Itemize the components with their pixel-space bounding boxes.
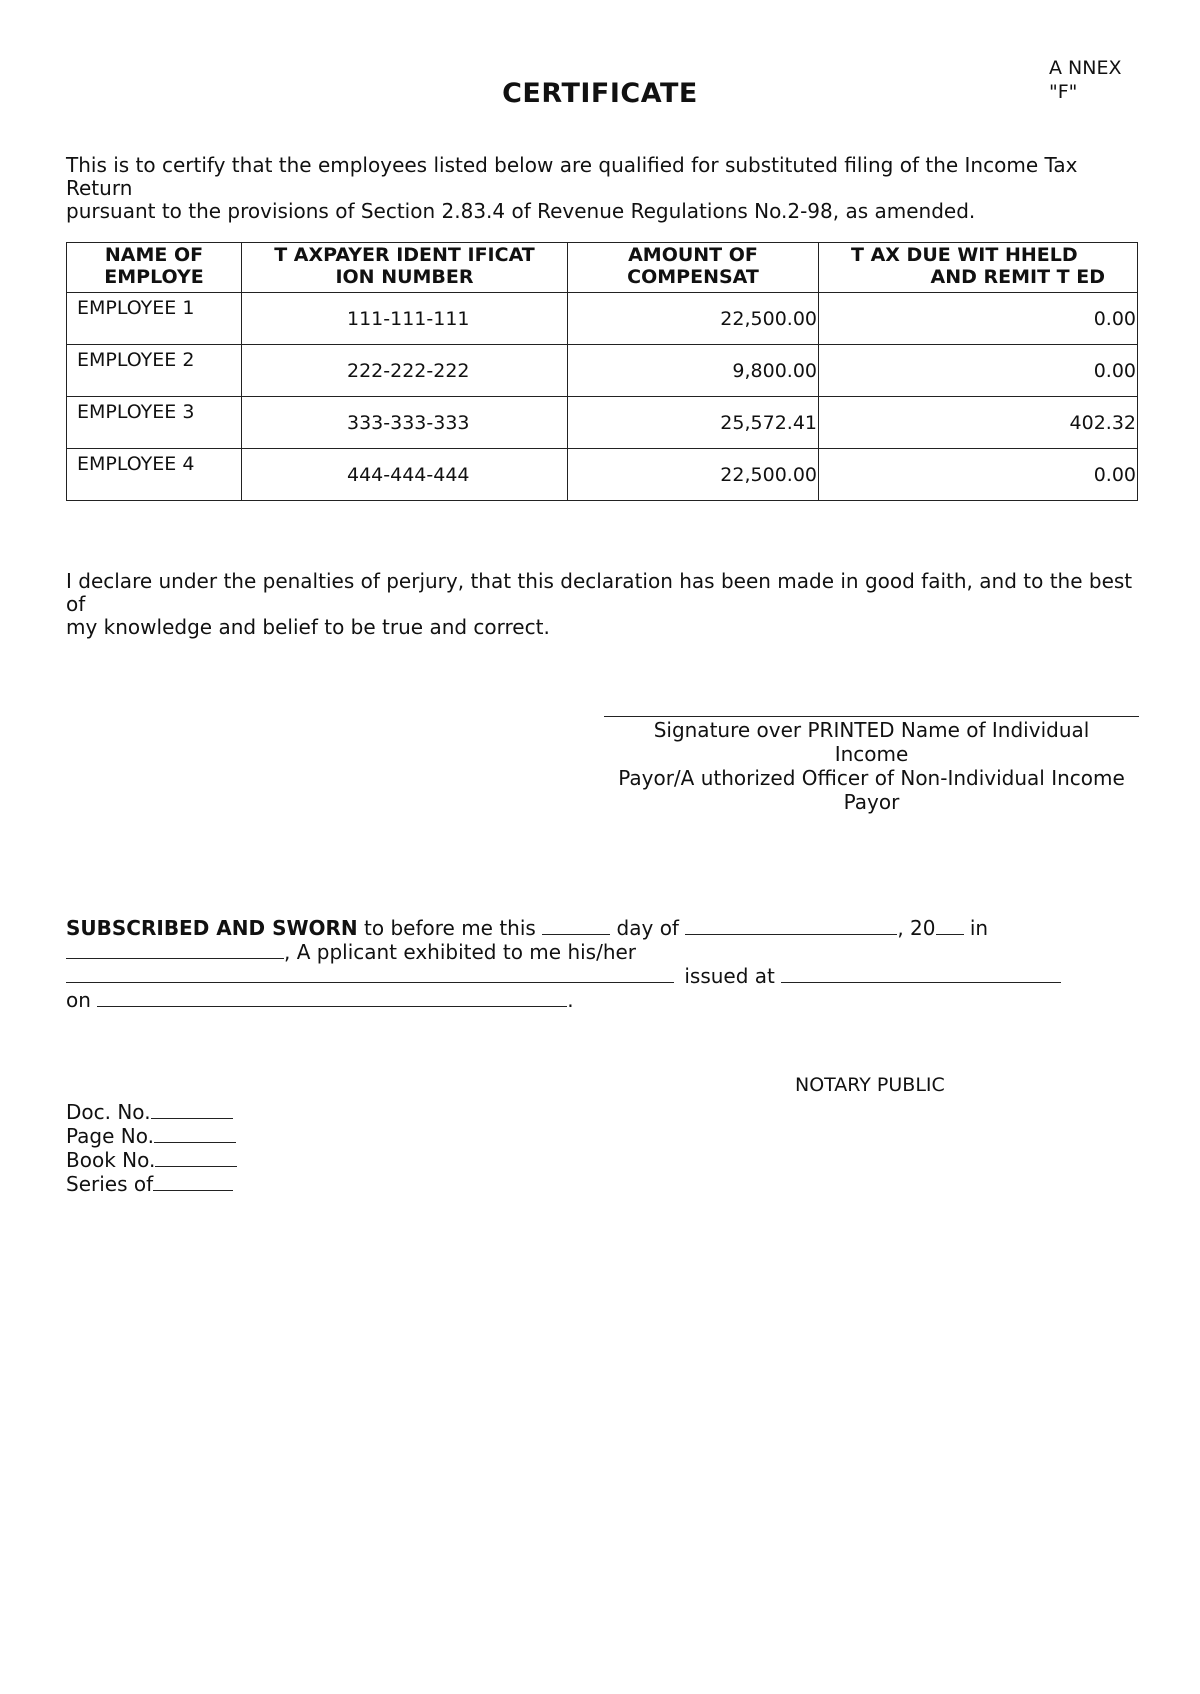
table-row [67, 397, 1138, 449]
employee-table [66, 242, 1138, 501]
header-name [67, 243, 242, 293]
page-no-label: Page No. [66, 1124, 154, 1148]
jurat-text-6: issued at [684, 964, 775, 988]
header-name-line-2: EMPLOYE [104, 266, 204, 288]
intro-paragraph [66, 154, 1146, 223]
jurat-line-1 [66, 916, 1156, 940]
year-blank[interactable] [936, 916, 964, 935]
jurat-text-4: in [969, 916, 989, 940]
jurat-text-5: , A pplicant exhibited to me his/her [284, 940, 637, 964]
declaration-line-2: my knowledge and belief to be true and correct. [66, 615, 550, 639]
declaration-line-1: I declare under the penalties of perjury, that this declaration has been made in good faith, and to the best of [66, 569, 1133, 616]
jurat-line-4 [66, 988, 1156, 1012]
date-issued-blank[interactable] [97, 988, 567, 1007]
employee-tax: 402.32 [819, 397, 1138, 449]
employee-name: EMPLOYEE 3 [67, 397, 242, 449]
employee-name: EMPLOYEE 2 [67, 345, 242, 397]
page-no-row [66, 1124, 237, 1148]
doc-no-label: Doc. No. [66, 1100, 151, 1124]
jurat-line-2 [66, 940, 1156, 964]
jurat-text-1: to before me this [364, 916, 536, 940]
signature-caption-line-3: Payor/A uthorized Officer of Non-Individual Income [618, 766, 1125, 790]
intro-line-1: This is to certify that the employees listed below are qualified for substituted filing of the Income Tax Return [66, 153, 1078, 200]
jurat-text-2: day of [616, 916, 679, 940]
day-blank[interactable] [542, 916, 610, 935]
doc-no-blank[interactable] [151, 1100, 233, 1119]
book-no-label: Book No. [66, 1148, 156, 1172]
employee-tax: 0.00 [819, 293, 1138, 345]
notarial-register [66, 1100, 237, 1196]
employee-tin: 222-222-222 [242, 345, 568, 397]
declaration-paragraph [66, 570, 1146, 639]
employee-name: EMPLOYEE 4 [67, 449, 242, 501]
header-tax-line-1: T AX DUE WIT HHELD [851, 244, 1078, 266]
employee-tin: 333-333-333 [242, 397, 568, 449]
annex-line-1: A NNEX [1049, 57, 1122, 79]
signature-caption-line-4: Payor [843, 790, 900, 814]
jurat-text-7: on [66, 988, 91, 1012]
header-amount [568, 243, 819, 293]
employee-amount: 22,500.00 [568, 293, 819, 345]
header-name-line-1: NAME OF [104, 244, 204, 266]
table-row [67, 345, 1138, 397]
jurat-line-3 [66, 964, 1156, 988]
header-tin-line-1: T AXPAYER IDENT IFICAT [274, 244, 535, 266]
jurat-bold-heading: SUBSCRIBED AND SWORN [66, 916, 358, 940]
header-tax [819, 243, 1138, 293]
id-blank[interactable] [66, 964, 674, 983]
employee-amount: 9,800.00 [568, 345, 819, 397]
employee-tin: 111-111-111 [242, 293, 568, 345]
employee-tin: 444-444-444 [242, 449, 568, 501]
signature-caption [604, 718, 1139, 814]
table-header-row [67, 243, 1138, 293]
page-title: CERTIFICATE [502, 78, 698, 109]
place-blank[interactable] [66, 940, 284, 959]
signature-caption-line-2: Income [834, 742, 909, 766]
header-tin [242, 243, 568, 293]
intro-line-2: pursuant to the provisions of Section 2.83.4 of Revenue Regulations No.2-98, as amended. [66, 199, 976, 223]
jurat-paragraph [66, 916, 1156, 1012]
notary-public-label: NOTARY PUBLIC [795, 1074, 945, 1096]
book-no-blank[interactable] [155, 1148, 237, 1167]
jurat-text-3: , 20 [897, 916, 936, 940]
page-no-blank[interactable] [154, 1124, 236, 1143]
series-row [66, 1172, 237, 1196]
employee-name: EMPLOYEE 1 [67, 293, 242, 345]
header-tax-line-2: AND REMIT T ED [930, 266, 1105, 288]
annex-line-2: "F" [1049, 81, 1078, 103]
employee-tax: 0.00 [819, 449, 1138, 501]
header-amount-line-2: COMPENSAT [627, 266, 759, 288]
series-blank[interactable] [153, 1172, 233, 1191]
jurat-text-8: . [567, 988, 574, 1012]
employee-amount: 25,572.41 [568, 397, 819, 449]
employee-tax: 0.00 [819, 345, 1138, 397]
header-tin-line-2: ION NUMBER [335, 266, 474, 288]
issued-at-blank[interactable] [781, 964, 1061, 983]
doc-no-row [66, 1100, 237, 1124]
header-amount-line-1: AMOUNT OF [628, 244, 758, 266]
table-row [67, 293, 1138, 345]
book-no-row [66, 1148, 237, 1172]
signature-line [604, 716, 1139, 717]
table-row [67, 449, 1138, 501]
month-blank[interactable] [685, 916, 897, 935]
signature-caption-line-1: Signature over PRINTED Name of Individual [653, 718, 1090, 742]
employee-amount: 22,500.00 [568, 449, 819, 501]
series-label: Series of [66, 1172, 154, 1196]
